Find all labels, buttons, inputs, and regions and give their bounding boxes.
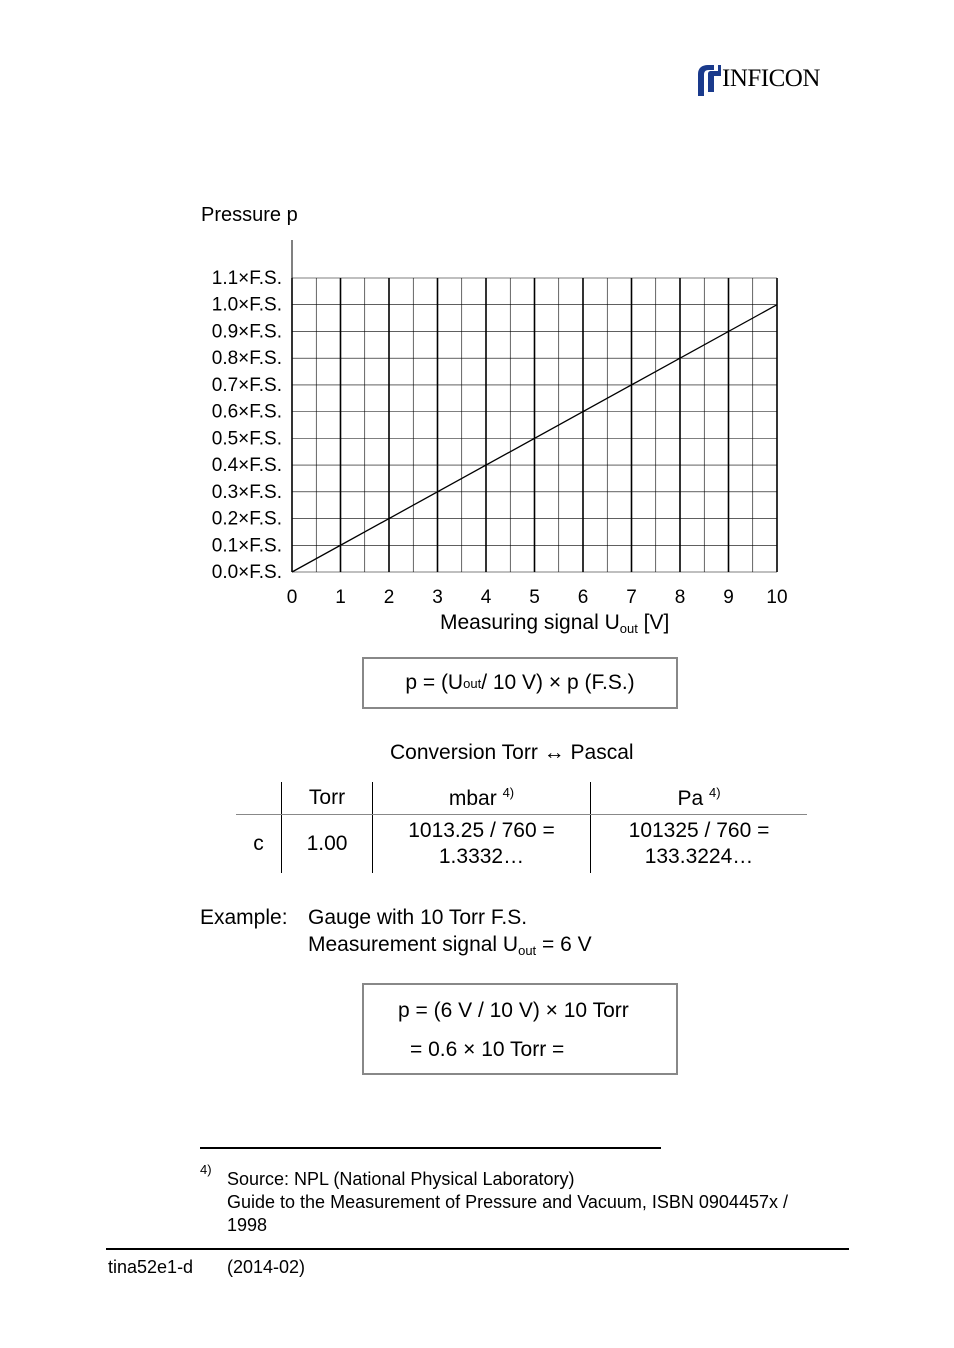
- header-pa: Pa $^{4)}$: [591, 782, 808, 815]
- formula-prefix: p = (U: [405, 671, 464, 694]
- x-tick-label: 0: [286, 587, 298, 608]
- x-tick-label: 5: [529, 587, 540, 608]
- footer-doc-id: tina52e1-d: [108, 1257, 194, 1277]
- header-empty: [236, 782, 282, 815]
- header-mbar-note: 4): [502, 785, 515, 800]
- logo-wordmark: INFICON: [722, 65, 820, 92]
- example-line1: Gauge with 10 Torr F.S.: [308, 906, 528, 929]
- cell-torr: 1.00: [282, 815, 373, 874]
- table-header-row: [236, 782, 807, 815]
- y-tick-label: 0.3×F.S.: [211, 481, 282, 503]
- row-label: c: [253, 832, 264, 855]
- example-box: [362, 983, 678, 1075]
- header-pa-note: 4): [708, 785, 721, 800]
- x-tick-label: 10: [766, 587, 788, 608]
- header-torr: Torr: [282, 782, 373, 815]
- x-tick-label: 7: [626, 587, 637, 608]
- y-tick-label: 0.0×F.S.: [211, 562, 282, 583]
- y-tick-label: 0.1×F.S.: [211, 535, 282, 557]
- footnote-divider: [200, 1147, 661, 1149]
- cell-pa: 101325 / 760 = 133.3224…: [591, 815, 808, 874]
- footer-divider: [106, 1248, 849, 1250]
- header-mbar: mbar $^{4)}$: [373, 782, 591, 815]
- footnote-text: Source: NPL (National Physical Laboratory) Guide to the Measurement of Pressure and Vacuum, ISBN 0904457x / 1998: [227, 1169, 788, 1235]
- x-axis-title: [440, 611, 669, 636]
- example-label: Example:: [200, 906, 288, 929]
- y-tick-label: 0.4×F.S.: [211, 455, 282, 477]
- footer-date: (2014-02): [227, 1257, 306, 1277]
- footnote-mark: 4): [200, 1162, 212, 1177]
- x-tick-label: 1: [335, 587, 346, 608]
- y-tick-label: 1.1×F.S.: [211, 268, 282, 289]
- y-tick-label: 0.5×F.S.: [211, 428, 282, 450]
- example-line2: Measurement signal $U_{out} = 6$ V: [308, 933, 592, 958]
- formula-box: [362, 657, 678, 709]
- y-tick-label: 0.6×F.S.: [211, 401, 282, 423]
- y-tick-label: 0.8×F.S.: [211, 348, 282, 370]
- pressure-signal-chart: [0, 0, 954, 650]
- conversion-title: Conversion Torr ↔ Pascal: [390, 741, 634, 764]
- formula-suffix: / 10 V) × p (F.S.): [481, 671, 635, 694]
- x-tick-label: 4: [480, 587, 492, 608]
- x-tick-label: 3: [432, 587, 443, 608]
- x-axis-title-text: Measuring signal U: [440, 611, 620, 634]
- x-tick-label: 6: [577, 587, 589, 608]
- x-axis-title-sub: out: [619, 621, 638, 636]
- y-axis-title: Pressure p: [201, 204, 298, 226]
- example-box-line2: = 0.6 × 10 Torr =: [410, 1038, 565, 1061]
- example-box-line1: p = (6 V / 10 V) × 10 Torr: [398, 999, 629, 1022]
- formula-sub: out: [463, 675, 482, 691]
- y-tick-label: 0.2×F.S.: [211, 508, 282, 530]
- x-tick-label: 2: [383, 587, 395, 608]
- table-row: [236, 815, 807, 874]
- y-tick-label: 0.7×F.S.: [211, 374, 282, 396]
- conversion-table: [236, 782, 807, 873]
- x-axis-title-unit: [V]: [637, 611, 670, 634]
- cell-mbar: 1013.25 / 760 = 1.3332…: [373, 815, 591, 874]
- x-tick-label: 9: [723, 587, 734, 608]
- y-tick-label: 1.0×F.S.: [211, 294, 282, 316]
- x-tick-label: 8: [674, 587, 686, 608]
- y-tick-label: 0.9×F.S.: [211, 321, 282, 343]
